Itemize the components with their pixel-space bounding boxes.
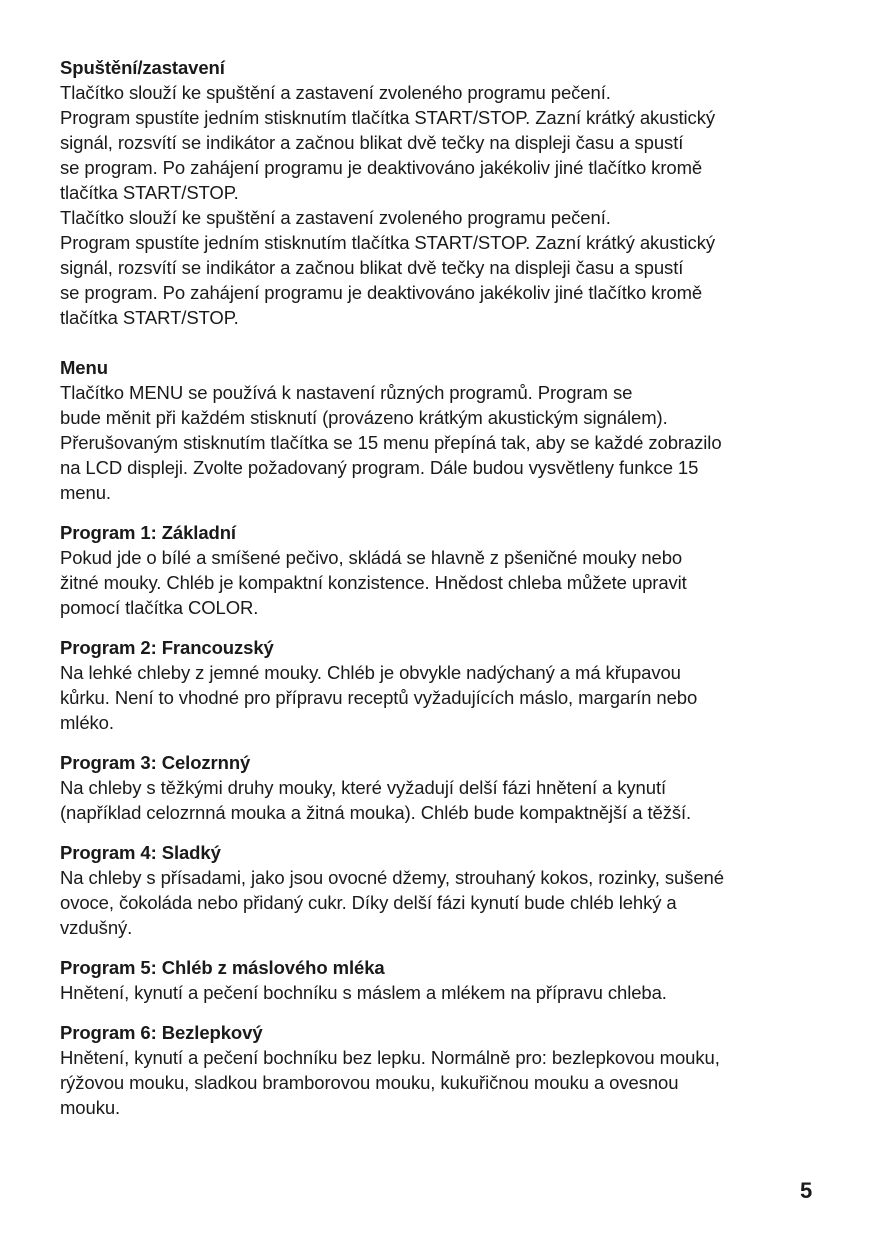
- section-heading: Menu: [60, 357, 108, 378]
- body-text-line: (například celozrnná mouka a žitná mouka). Chléb bude kompaktnější a těžší.: [60, 802, 692, 823]
- document-body: [60, 55, 850, 1120]
- section: [60, 750, 850, 825]
- body-text-line: Na chleby s přísadami, jako jsou ovocné džemy, strouhaný kokos, rozinky, sušené: [60, 867, 724, 888]
- body-text-line: Pokud jde o bílé a smíšené pečivo, skládá se hlavně z pšeničné mouky nebo: [60, 547, 683, 568]
- section-heading: Program 5: Chléb z máslového mléka: [60, 957, 385, 978]
- body-text-line: rýžovou mouku, sladkou bramborovou mouku, kukuřičnou mouku a ovesnou: [60, 1072, 679, 1093]
- body-text-line: tlačítka START/STOP.: [60, 307, 239, 328]
- body-text-line: žitné mouky. Chléb je kompaktní konzistence. Hnědost chleba můžete upravit: [60, 572, 687, 593]
- body-text-line: Program spustíte jedním stisknutím tlačítka START/STOP. Zazní krátký akustický: [60, 107, 715, 128]
- section: [60, 635, 850, 735]
- body-text-line: Tlačítko slouží ke spuštění a zastavení zvoleného programu pečení.: [60, 207, 611, 228]
- body-text-line: Program spustíte jedním stisknutím tlačítka START/STOP. Zazní krátký akustický: [60, 232, 715, 253]
- body-text-line: kůrku. Není to vhodné pro přípravu receptů vyžadujících máslo, margarín nebo: [60, 687, 698, 708]
- body-text-line: vzdušný.: [60, 917, 133, 938]
- body-text-line: mléko.: [60, 712, 114, 733]
- body-text-line: Na chleby s těžkými druhy mouky, které vyžadují delší fázi hnětení a kynutí: [60, 777, 667, 798]
- section: [60, 520, 850, 620]
- body-text-line: se program. Po zahájení programu je deaktivováno jakékoliv jiné tlačítko kromě: [60, 282, 703, 303]
- body-text-line: mouku.: [60, 1097, 121, 1118]
- section: [60, 355, 850, 505]
- body-text-line: signál, rozsvítí se indikátor a začnou blikat dvě tečky na displeji času a spustí: [60, 132, 684, 153]
- section: [60, 55, 850, 330]
- body-text-line: pomocí tlačítka COLOR.: [60, 597, 259, 618]
- section-heading: Program 2: Francouzský: [60, 637, 274, 658]
- body-text-line: Na lehké chleby z jemné mouky. Chléb je obvykle nadýchaný a má křupavou: [60, 662, 681, 683]
- section-heading: Spuštění/zastavení: [60, 57, 225, 78]
- section: [60, 955, 850, 1005]
- body-text-line: ovoce, čokoláda nebo přidaný cukr. Díky delší fázi kynutí bude chléb lehký a: [60, 892, 677, 913]
- body-text-line: menu.: [60, 482, 111, 503]
- body-text-line: Hnětení, kynutí a pečení bochníku bez lepku. Normálně pro: bezlepkovou mouku,: [60, 1047, 720, 1068]
- body-text-line: bude měnit při každém stisknutí (provázeno krátkým akustickým signálem).: [60, 407, 668, 428]
- body-text-line: Hnětení, kynutí a pečení bochníku s máslem a mlékem na přípravu chleba.: [60, 982, 667, 1003]
- body-text-line: na LCD displeji. Zvolte požadovaný program. Dále budou vysvětleny funkce 15: [60, 457, 699, 478]
- body-text-line: tlačítka START/STOP.: [60, 182, 239, 203]
- section: [60, 840, 850, 940]
- section-heading: Program 6: Bezlepkový: [60, 1022, 263, 1043]
- page-number: 5: [800, 1178, 813, 1203]
- body-text-line: Tlačítko MENU se používá k nastavení různých programů. Program se: [60, 382, 633, 403]
- body-text-line: se program. Po zahájení programu je deaktivováno jakékoliv jiné tlačítko kromě: [60, 157, 703, 178]
- section-heading: Program 4: Sladký: [60, 842, 221, 863]
- section-heading: Program 1: Základní: [60, 522, 236, 543]
- section-heading: Program 3: Celozrnný: [60, 752, 251, 773]
- body-text-line: Tlačítko slouží ke spuštění a zastavení zvoleného programu pečení.: [60, 82, 611, 103]
- body-text-line: signál, rozsvítí se indikátor a začnou blikat dvě tečky na displeji času a spustí: [60, 257, 684, 278]
- body-text-line: Přerušovaným stisknutím tlačítka se 15 menu přepíná tak, aby se každé zobrazilo: [60, 432, 722, 453]
- section: [60, 1020, 850, 1120]
